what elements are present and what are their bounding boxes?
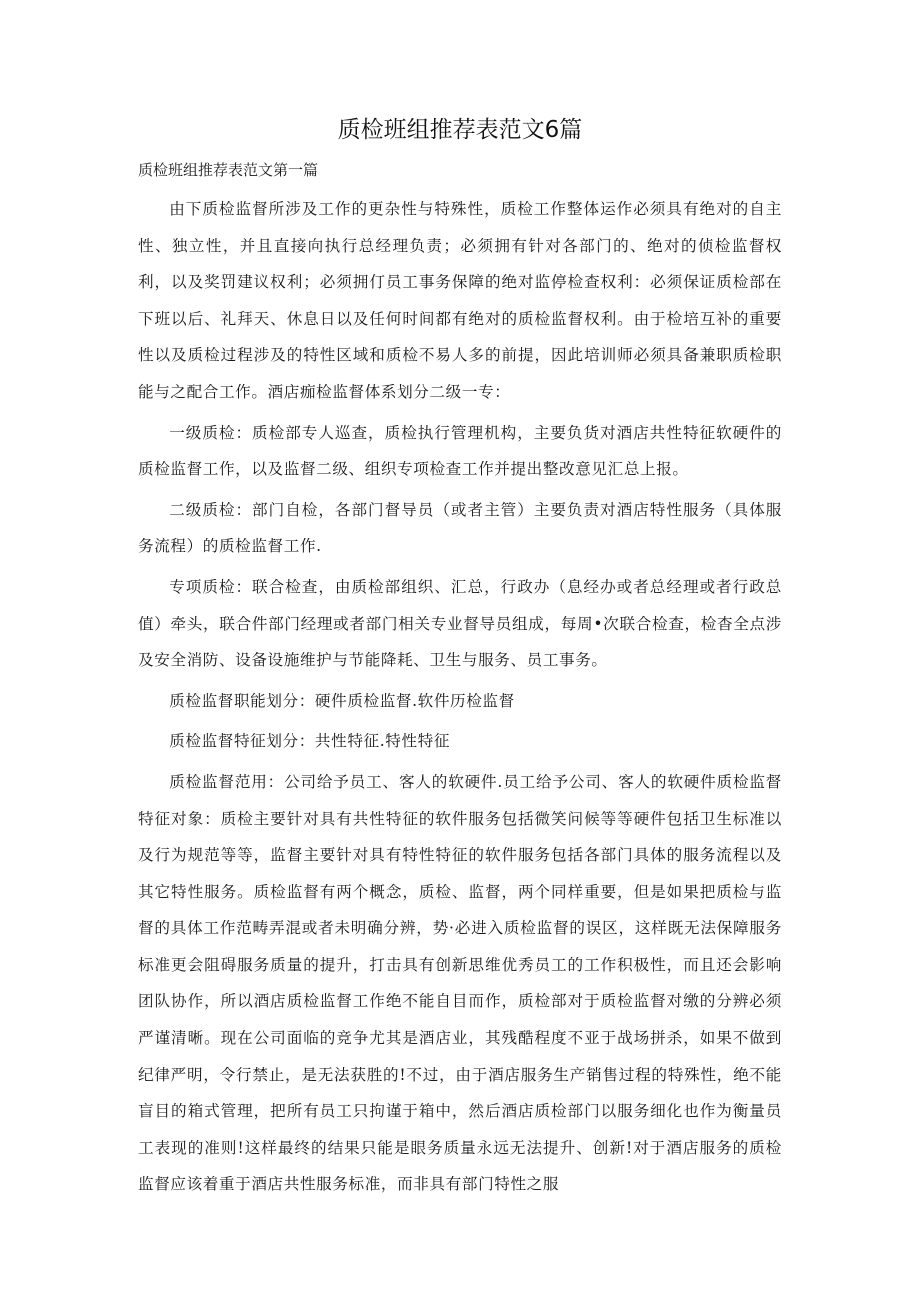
section-heading: 质检班组推荐表范文第一篇 bbox=[138, 161, 319, 179]
paragraph-level-one: 一级质检：质检部专人巡查，质检执行管理机构，主要负货对酒店共性特征软硬件的质检监督工作，以及监督二级、组织专项检查工作并提出整改意见汇总上报。 bbox=[138, 423, 782, 479]
paragraph-scope: 质检监督范用：公司给予员工、客人的软硬件.员工给予公司、客人的软硬件质检监督特征对象：质检主要针对具有共性特征的软件服务包括微笑问候等等硬件包括卫生标准以及行为规范等等，监督主要针对具有特性特征的软件服务包括各部门具体的服务流程以及其它特性服务。质检监督有两个概念，质检、监督，两个同样重要，但是如果把质检与监督的具体工作范畴弄混或者未明确分辨，势·必进入质检监督的误区，这样既无法保障服务标准更会阻碍服务质量的提升，打击具有创新思维优秀员工的工作积极性，而且还会影响团队协作，所以酒店质检监督工作绝不能自目而作，质检部对于质检监督对缴的分辨必须严谨清晰。现在公司面临的竞争尤其是酒店业，其残酷程度不亚于战场拼杀，如果不做到纪律严明，令行禁止，是无法获胜的!不过，由于酒店服务生产销售过程的特殊性，绝不能盲目的箱式管理，把所有员工只拘谨于箱中，然后酒店质检部门以服务细化也作为衡量员工表现的准则!这样最终的结果只能是眼务质量永远无法提升、创新!对于酒店服务的质检监督应该着重于酒店共性服务标准，而非具有部门特性之服 bbox=[138, 772, 782, 1194]
document-title: 质检班组推荐表范文6篇 bbox=[337, 117, 583, 143]
paragraph-function-division: 质检监督职能划分：硬件质检监督.软件历检监督 bbox=[169, 691, 515, 710]
paragraph-level-two: 二级质检：部门自检，各部门督导员（或者主管）主要负责对酒店特性服务（具体服务流程）的质检监督工作. bbox=[138, 500, 782, 556]
paragraph-intro: 由下质检监督所涉及工作的更杂性与特殊性，质检工作整体运作必须具有绝对的自主性、独立性，并且直接向执行总经理负责；必须拥有针对各部门的、绝对的侦检监督权利，以及奖罚建议权利；必须拥仃员工事务保障的绝对监停检查权利：必须保证质检部在下班以后、礼拜天、休息日以及任何时间都有绝对的质检监督权利。由于检培互补的重要性以及质检过程涉及的特性区域和质检不易人多的前提，因此培训师必须具备兼职质检职能与之配合工作。酒店痂检监督体系划分二级一专： bbox=[138, 200, 782, 401]
paragraph-feature-division: 质检监督特征划分：共性特征.特性特征 bbox=[169, 732, 451, 751]
document-body bbox=[138, 191, 782, 1203]
paragraph-special: 专项质检：联合检查，由质检部组织、汇总，行政办（息经办或者总经理或者行政总值）牵头，联合件部门经理或者部门相关专业督导员组成，每周•次联合检查，检杳全点涉及安全消防、设备设施维护与节能降耗、卫生与服务、员工事务。 bbox=[138, 577, 782, 670]
